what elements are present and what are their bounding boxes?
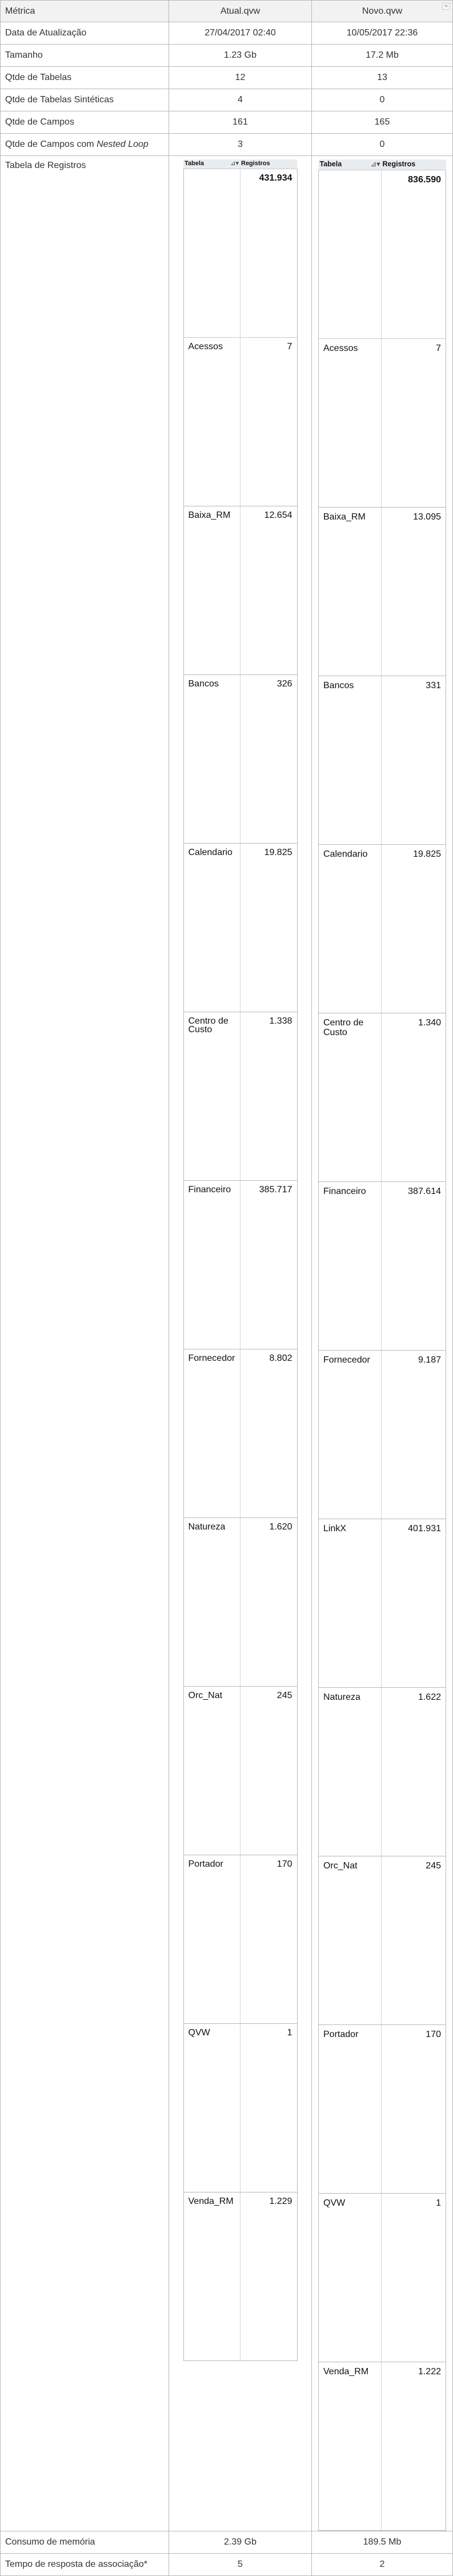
- row-label: Data de Atualização: [1, 22, 169, 45]
- qv-tabela-name: Fornecedor: [183, 1349, 240, 1517]
- registros-table-novo: [318, 159, 446, 2531]
- qv-header-row: [319, 159, 446, 170]
- qv-tabela-name: Baixa_RM: [183, 506, 240, 674]
- header-atual: Atual.qvw: [169, 1, 312, 22]
- row-label: Qtde de Tabelas Sintéticas: [1, 89, 169, 111]
- header-metric: Métrica: [1, 1, 169, 22]
- qv-tabela-name: Financeiro: [183, 1180, 240, 1349]
- qv-table-row[interactable]: [183, 1180, 297, 1349]
- qv-tabela-name: Natureza: [183, 1517, 240, 1686]
- qv-table-row[interactable]: [183, 2192, 297, 2361]
- qv-table-row[interactable]: [183, 674, 297, 843]
- qv-tabela-name: Acessos: [183, 337, 240, 506]
- row-value-atual: 5: [169, 2553, 312, 2575]
- qv-registros-value: 1: [240, 2023, 297, 2192]
- qv-table-row[interactable]: [183, 1686, 297, 1855]
- table-row: [1, 45, 453, 67]
- table-row: [1, 134, 453, 156]
- qv-table-row[interactable]: [183, 843, 297, 1012]
- qv-col-tabela[interactable]: Tabela ⊿▾: [319, 159, 382, 170]
- row-value-novo: 0: [312, 89, 453, 111]
- qv-table-row[interactable]: [319, 1013, 446, 1181]
- qv-tabela-name: Calendario: [183, 843, 240, 1012]
- qv-registros-value: 19.825: [382, 844, 446, 1013]
- qv-table-row[interactable]: [319, 2193, 446, 2362]
- qv-tabela-name: Portador: [319, 2024, 382, 2193]
- qv-table-row[interactable]: [319, 1350, 446, 1519]
- qv-table-row[interactable]: [319, 507, 446, 676]
- qv-registros-value: 170: [240, 1855, 297, 2023]
- row-value-novo: 2: [312, 2553, 453, 2575]
- table-row: [1, 22, 453, 45]
- qv-table-row[interactable]: [319, 338, 446, 507]
- registros-table-atual: [183, 159, 298, 2361]
- nested-label-prefix: Qtde de Campos com: [5, 139, 97, 149]
- qv-header-row: [183, 159, 297, 169]
- row-value-novo: 0: [312, 134, 453, 156]
- row-label: Consumo de memória: [1, 2531, 169, 2553]
- qv-table-row[interactable]: [319, 1181, 446, 1350]
- qv-registros-value: 1.622: [382, 1687, 446, 1856]
- qv-registros-value: 170: [382, 2024, 446, 2193]
- header-novo: Novo.qvw: [362, 6, 403, 16]
- qv-col-registros[interactable]: Registros: [240, 159, 297, 169]
- row-value-novo: 189.5 Mb: [312, 2531, 453, 2553]
- qv-table-row[interactable]: [183, 506, 297, 674]
- qv-registros-value: 385.717: [240, 1180, 297, 1349]
- qv-total-value: 431.934: [240, 169, 297, 337]
- qv-registros-value: 1: [382, 2193, 446, 2362]
- qv-col-registros[interactable]: Registros: [382, 159, 446, 170]
- qv-table-row[interactable]: [319, 1519, 446, 1687]
- qv-tabela-name: Calendario: [319, 844, 382, 1013]
- row-value-atual: 12: [169, 67, 312, 89]
- qv-tabela-name: Acessos: [319, 338, 382, 507]
- qv-tabela-name: Orc_Nat: [183, 1686, 240, 1855]
- qv-registros-value: 1.229: [240, 2192, 297, 2361]
- registros-row: [1, 156, 453, 2531]
- table-row: [1, 111, 453, 134]
- qv-table-row[interactable]: [183, 1517, 297, 1686]
- qv-registros-value: 19.825: [240, 843, 297, 1012]
- qv-registros-value: 1.338: [240, 1012, 297, 1180]
- qv-registros-value: 245: [240, 1686, 297, 1855]
- table-row: [1, 2531, 453, 2553]
- qv-col-tabela[interactable]: Tabela ⊿▾: [183, 159, 240, 169]
- qv-tabela-name: Portador: [183, 1855, 240, 2023]
- qv-total-value: 836.590: [382, 170, 446, 338]
- dropdown-icon[interactable]: [442, 3, 450, 10]
- row-value-novo: 17.2 Mb: [312, 45, 453, 67]
- qv-tabela-name: LinkX: [319, 1519, 382, 1687]
- qv-registros-value: 387.614: [382, 1181, 446, 1350]
- row-label: Tempo de resposta de associação*: [1, 2553, 169, 2575]
- registros-label: Tabela de Registros: [1, 156, 169, 2531]
- row-label: Qtde de Tabelas: [1, 67, 169, 89]
- row-label: Qtde de Campos: [1, 111, 169, 134]
- qv-tabela-name: Centro de Custo: [183, 1012, 240, 1180]
- qv-registros-value: 401.931: [382, 1519, 446, 1687]
- row-value-atual: 1.23 Gb: [169, 45, 312, 67]
- header-row: [1, 1, 453, 22]
- row-label: [1, 134, 169, 156]
- qv-total-blank: [183, 169, 240, 337]
- qv-tabela-name: Orc_Nat: [319, 1856, 382, 2024]
- table-row: [1, 67, 453, 89]
- qv-registros-value: 1.340: [382, 1013, 446, 1181]
- qv-table-row[interactable]: [319, 1687, 446, 1856]
- row-value-atual: 2.39 Gb: [169, 2531, 312, 2553]
- header-novo-cell: [312, 1, 453, 22]
- row-value-atual: 4: [169, 89, 312, 111]
- qv-registros-value: 8.802: [240, 1349, 297, 1517]
- qv-tabela-name: Venda_RM: [319, 2362, 382, 2530]
- qv-tabela-name: Centro de Custo: [319, 1013, 382, 1181]
- qv-registros-value: 331: [382, 676, 446, 844]
- qv-tabela-name: Venda_RM: [183, 2192, 240, 2361]
- registros-atual-cell: [169, 156, 312, 2531]
- qv-total-blank: [319, 170, 382, 338]
- table-row: [1, 2553, 453, 2575]
- qv-table-row[interactable]: [183, 337, 297, 506]
- table-row: [1, 89, 453, 111]
- qv-table-row[interactable]: [319, 676, 446, 844]
- qv-table-row[interactable]: [319, 2362, 446, 2530]
- qv-tabela-name: Fornecedor: [319, 1350, 382, 1519]
- qv-registros-value: 1.222: [382, 2362, 446, 2530]
- row-label: Tamanho: [1, 45, 169, 67]
- qv-registros-value: 9.187: [382, 1350, 446, 1519]
- qv-registros-value: 1.620: [240, 1517, 297, 1686]
- qv-table-row[interactable]: [183, 1349, 297, 1517]
- qv-registros-value: 245: [382, 1856, 446, 2024]
- row-value-atual: 27/04/2017 02:40: [169, 22, 312, 45]
- qv-tabela-name: Bancos: [183, 674, 240, 843]
- row-value-atual: 3: [169, 134, 312, 156]
- qv-tabela-name: Natureza: [319, 1687, 382, 1856]
- qv-registros-value: 326: [240, 674, 297, 843]
- row-value-novo: 13: [312, 67, 453, 89]
- qv-registros-value: 7: [240, 337, 297, 506]
- sort-icon[interactable]: ⊿▾: [230, 160, 239, 167]
- sort-icon[interactable]: ⊿▾: [370, 160, 380, 169]
- qv-tabela-name: Baixa_RM: [319, 507, 382, 676]
- qv-table-row[interactable]: [183, 2023, 297, 2192]
- qv-tabela-name: QVW: [319, 2193, 382, 2362]
- qv-table-row[interactable]: [183, 1855, 297, 2023]
- qv-tabela-name: QVW: [183, 2023, 240, 2192]
- qv-total-row: [319, 170, 446, 338]
- row-value-atual: 161: [169, 111, 312, 134]
- qv-table-row[interactable]: [183, 1012, 297, 1180]
- qv-table-row[interactable]: [319, 844, 446, 1013]
- row-value-novo: 165: [312, 111, 453, 134]
- nested-label-italic: Nested Loop: [97, 139, 149, 149]
- qv-tabela-name: Bancos: [319, 676, 382, 844]
- qv-table-row[interactable]: [319, 1856, 446, 2024]
- registros-novo-cell: [312, 156, 453, 2531]
- qv-table-row[interactable]: [319, 2024, 446, 2193]
- row-value-novo: 10/05/2017 22:36: [312, 22, 453, 45]
- qv-registros-value: 12.654: [240, 506, 297, 674]
- qv-registros-value: 13.095: [382, 507, 446, 676]
- qv-total-row: [183, 169, 297, 337]
- qv-registros-value: 7: [382, 338, 446, 507]
- qv-tabela-name: Financeiro: [319, 1181, 382, 1350]
